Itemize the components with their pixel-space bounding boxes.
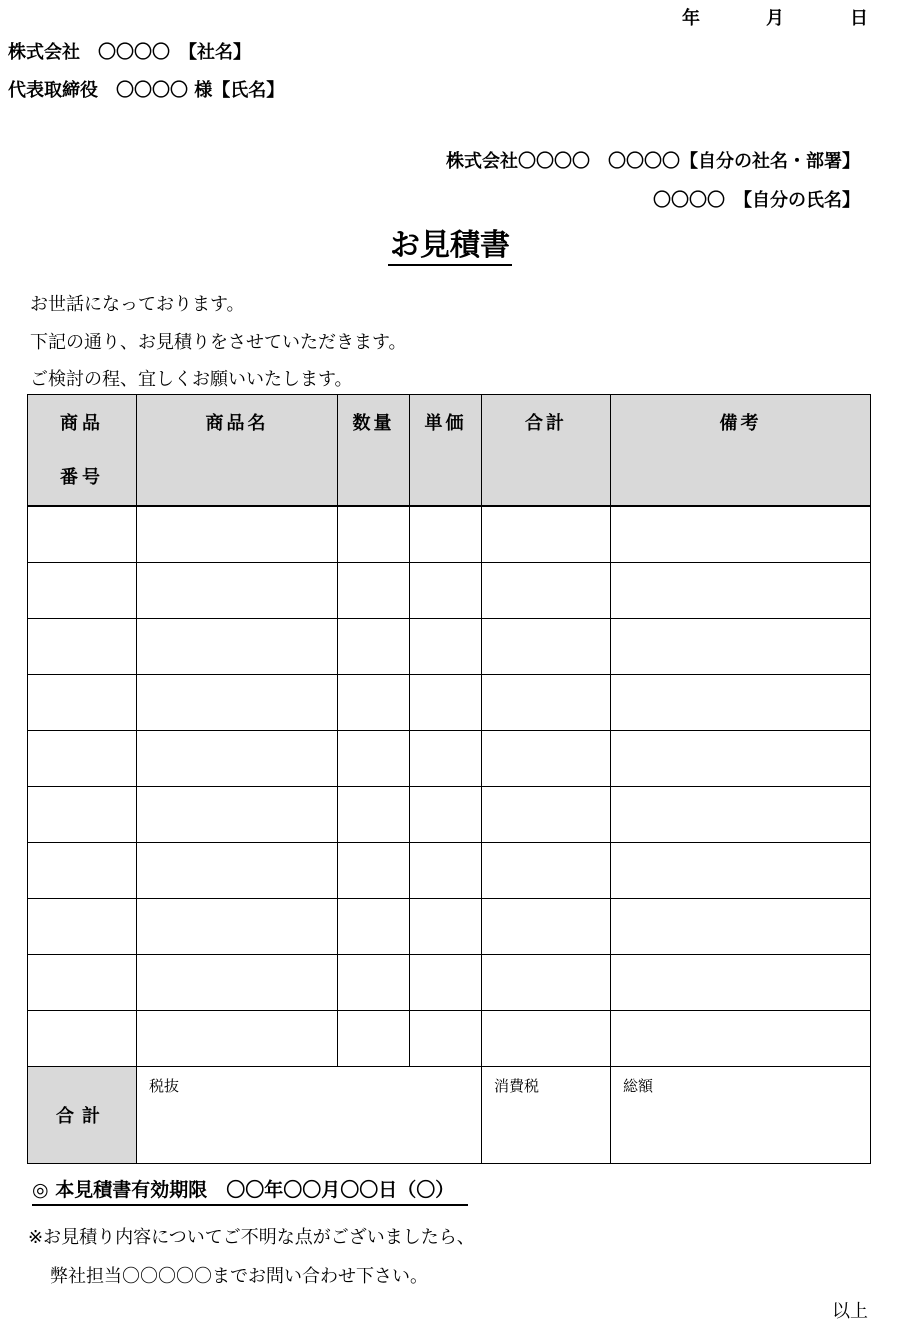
- table-cell[interactable]: [482, 562, 611, 618]
- table-cell[interactable]: [410, 674, 482, 730]
- table-cell[interactable]: [611, 674, 871, 730]
- total-label: 合計: [28, 1066, 137, 1163]
- table-cell[interactable]: [28, 954, 137, 1010]
- quote-table: [27, 394, 871, 1164]
- tax-excluded-cell[interactable]: 税抜: [137, 1066, 482, 1163]
- closing-text: 以上: [832, 1301, 868, 1322]
- table-cell[interactable]: [482, 842, 611, 898]
- recipient-representative: 代表取締役 〇〇〇〇 様【氏名】: [8, 80, 285, 101]
- table-cell[interactable]: [137, 730, 338, 786]
- header-item-name: 商品名: [137, 395, 338, 507]
- table-cell[interactable]: [338, 730, 410, 786]
- table-cell[interactable]: [28, 898, 137, 954]
- table-cell[interactable]: [482, 786, 611, 842]
- table-total-row: [28, 1066, 871, 1163]
- table-row: [28, 618, 871, 674]
- table-row: [28, 1010, 871, 1066]
- date-year: 年: [682, 8, 700, 29]
- table-cell[interactable]: [410, 786, 482, 842]
- table-cell[interactable]: [410, 898, 482, 954]
- date-month: 月: [766, 8, 784, 29]
- table-cell[interactable]: [28, 618, 137, 674]
- table-cell[interactable]: [28, 1010, 137, 1066]
- sender-company-dept: 株式会社〇〇〇〇 〇〇〇〇【自分の社名・部署】: [446, 151, 860, 172]
- table-cell[interactable]: [338, 618, 410, 674]
- table-cell[interactable]: [137, 674, 338, 730]
- table-cell[interactable]: [410, 954, 482, 1010]
- table-cell[interactable]: [611, 562, 871, 618]
- table-cell[interactable]: [338, 954, 410, 1010]
- date-day: 日: [850, 8, 868, 29]
- header-subtotal: 合計: [482, 395, 611, 507]
- greeting-line-1: お世話になっております。: [30, 294, 245, 315]
- table-cell[interactable]: [611, 786, 871, 842]
- table-row: [28, 786, 871, 842]
- table-cell[interactable]: [137, 1010, 338, 1066]
- table-cell[interactable]: [482, 506, 611, 562]
- table-cell[interactable]: [338, 786, 410, 842]
- table-cell[interactable]: [410, 842, 482, 898]
- table-row: [28, 898, 871, 954]
- table-cell[interactable]: [338, 562, 410, 618]
- table-cell[interactable]: [482, 954, 611, 1010]
- table-cell[interactable]: [611, 954, 871, 1010]
- header-quantity: 数量: [338, 395, 410, 507]
- table-cell[interactable]: [28, 562, 137, 618]
- table-header-row: [28, 395, 871, 507]
- table-cell[interactable]: [28, 786, 137, 842]
- header-item-number: 商品番号: [28, 395, 137, 507]
- table-cell[interactable]: [482, 730, 611, 786]
- table-cell[interactable]: [137, 562, 338, 618]
- table-cell[interactable]: [482, 1010, 611, 1066]
- table-cell[interactable]: [482, 674, 611, 730]
- table-cell[interactable]: [338, 842, 410, 898]
- table-cell[interactable]: [482, 618, 611, 674]
- page-title: お見積書: [388, 228, 512, 266]
- table-cell[interactable]: [338, 898, 410, 954]
- table-cell[interactable]: [611, 898, 871, 954]
- table-cell[interactable]: [338, 1010, 410, 1066]
- table-cell[interactable]: [410, 1010, 482, 1066]
- table-row: [28, 730, 871, 786]
- table-cell[interactable]: [137, 898, 338, 954]
- table-cell[interactable]: [28, 730, 137, 786]
- table-cell[interactable]: [338, 674, 410, 730]
- validity-wrap: [32, 1176, 468, 1206]
- table-row: [28, 842, 871, 898]
- note-line-1: ※お見積り内容についてご不明な点がございましたら、: [28, 1227, 475, 1248]
- table-row: [28, 954, 871, 1010]
- table-cell[interactable]: [611, 506, 871, 562]
- table-cell[interactable]: [137, 954, 338, 1010]
- table-row: [28, 674, 871, 730]
- table-cell[interactable]: [338, 506, 410, 562]
- note-line-2: 弊社担当〇〇〇〇〇までお問い合わせ下さい。: [50, 1266, 428, 1287]
- table-cell[interactable]: [137, 506, 338, 562]
- validity-period: ◎ 本見積書有効期限 〇〇年〇〇月〇〇日（〇）: [32, 1176, 468, 1206]
- grand-total-cell[interactable]: 総額: [611, 1066, 871, 1163]
- greeting-line-3: ご検討の程、宜しくお願いいたします。: [30, 369, 353, 390]
- table-cell[interactable]: [137, 618, 338, 674]
- table-cell[interactable]: [410, 730, 482, 786]
- header-unit-price: 単価: [410, 395, 482, 507]
- table-cell[interactable]: [410, 506, 482, 562]
- date-line: [682, 4, 868, 30]
- table-cell[interactable]: [611, 730, 871, 786]
- header-remarks: 備考: [611, 395, 871, 507]
- consumption-tax-cell[interactable]: 消費税: [482, 1066, 611, 1163]
- table-cell[interactable]: [28, 842, 137, 898]
- table-row: [28, 506, 871, 562]
- table-cell[interactable]: [611, 618, 871, 674]
- table-cell[interactable]: [137, 842, 338, 898]
- sender-name: 〇〇〇〇 【自分の氏名】: [653, 190, 860, 211]
- table-cell[interactable]: [28, 674, 137, 730]
- table-cell[interactable]: [611, 842, 871, 898]
- table-cell[interactable]: [410, 618, 482, 674]
- table-cell[interactable]: [410, 562, 482, 618]
- table-cell[interactable]: [28, 506, 137, 562]
- table-cell[interactable]: [611, 1010, 871, 1066]
- page-title-wrap: [0, 228, 900, 266]
- greeting-line-2: 下記の通り、お見積りをさせていただきます。: [30, 332, 407, 353]
- table-row: [28, 562, 871, 618]
- recipient-company: 株式会社 〇〇〇〇 【社名】: [8, 42, 251, 63]
- table-cell[interactable]: [137, 786, 338, 842]
- table-cell[interactable]: [482, 898, 611, 954]
